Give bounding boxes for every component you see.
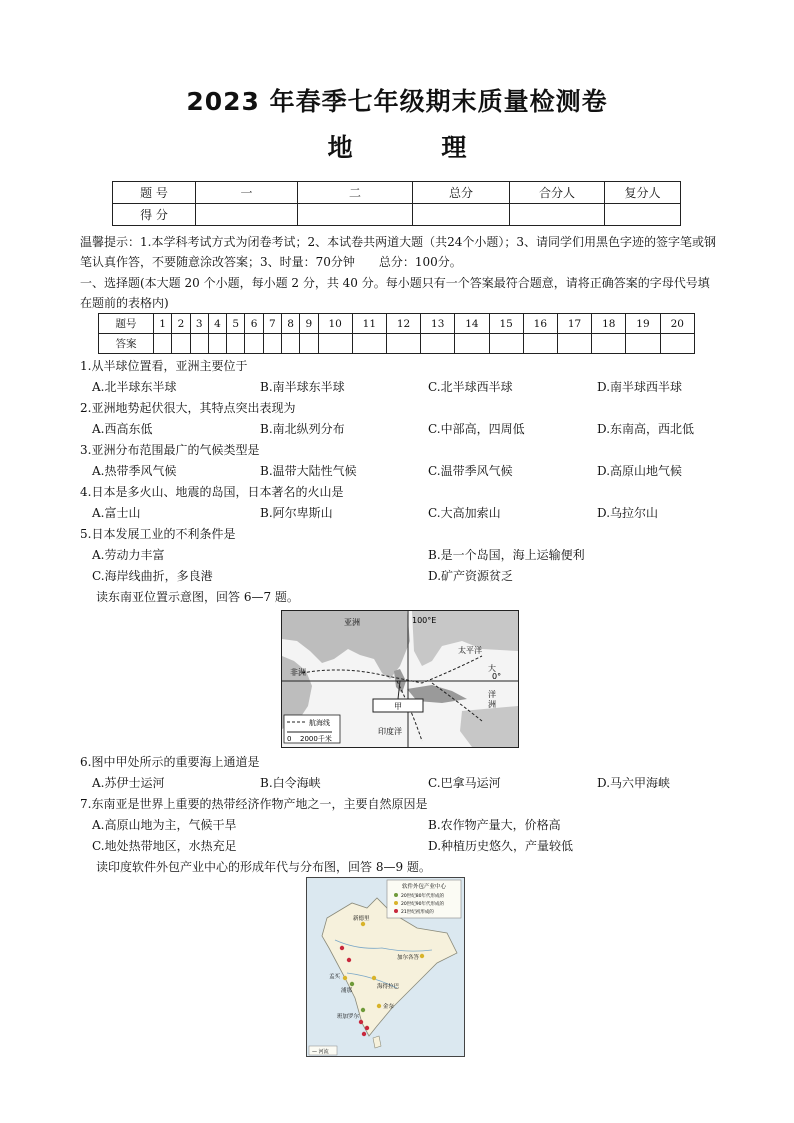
option-a[interactable]: A.西高东低 [92,422,153,436]
india-software-map [306,877,465,1057]
option-d[interactable]: D.乌拉尔山 [597,506,659,520]
option-c[interactable]: C.地处热带地区，水热充足 [92,839,237,853]
option-b[interactable]: B.农作物产量大，价格高 [428,818,561,832]
answer-number-cell: 12 [386,314,420,334]
legend-2000s-label: 21世纪初形成的 [401,910,434,915]
answer-number-cell: 5 [227,314,245,334]
answer-number-cell: 20 [660,314,694,334]
city-bangalore-label: 班加罗尔 [337,1014,360,1020]
answer-input-cell[interactable] [421,334,455,354]
answer-number-cell: 8 [281,314,299,334]
answer-input-cell[interactable] [386,334,420,354]
indian-ocean-label: 印度洋 [378,727,402,736]
score-input[interactable] [605,204,681,226]
option-a[interactable]: A.富士山 [92,506,141,520]
score-input[interactable] [196,204,298,226]
answer-input-cell[interactable] [263,334,281,354]
option-a[interactable]: A.热带季风气候 [92,464,177,478]
asia-label: 亚洲 [344,618,360,627]
score-cell: 一 [196,182,298,204]
city-chennai-dot [377,1004,381,1008]
question-stem: 1.从半球位置看，亚洲主要位于 [80,359,248,373]
answer-number-cell: 14 [455,314,489,334]
longitude-label: 100°E [412,616,437,625]
city-chennai-label: 金奈 [383,1004,395,1010]
legend-dot-1990s [394,901,398,905]
answer-input-cell[interactable] [208,334,226,354]
pacific-label: 太平洋 [458,646,482,655]
answer-number-cell: 17 [557,314,591,334]
oceania-label-zhou: 洲 [488,700,496,709]
score-input[interactable] [413,204,510,226]
option-c[interactable]: C.中部高，四周低 [428,422,525,436]
option-b[interactable]: B.南北纵列分布 [260,422,345,436]
answer-input-cell[interactable] [352,334,386,354]
city-pune-label: 浦那 [341,988,353,994]
city-mumbai-dot [343,976,347,980]
answer-number-cell: 9 [300,314,318,334]
legend-1980s-label: 20世纪80年代形成的 [401,894,444,899]
oceania-label-da: 大 [488,664,496,673]
answer-table [98,313,695,354]
question-stem: 6.图中甲处所示的重要海上通道是 [80,755,260,769]
option-a[interactable]: A.北半球东半球 [92,380,177,394]
map-reading-lead: 读东南亚位置示意图，回答 6—7 题。 [96,590,299,604]
answer-number-cell: 19 [626,314,660,334]
option-c[interactable]: C.大高加索山 [428,506,501,520]
option-d[interactable]: D.东南高，西北低 [597,422,695,436]
australia-landmass [460,706,518,747]
option-a[interactable]: A.高原山地为主，气候干旱 [92,818,237,832]
answer-input-cell[interactable] [190,334,208,354]
legend-dot-1980s [394,893,398,897]
score-header-row [113,182,681,204]
option-b[interactable]: B.白令海峡 [260,776,321,790]
legend-route-label: 航海线 [309,719,330,727]
answer-number-cell: 3 [190,314,208,334]
city-hyderabad-dot [372,976,376,980]
city-bangalore-dot [361,1008,365,1012]
question-stem: 2.亚洲地势起伏很大，其特点突出表现为 [80,401,296,415]
answer-input-cell[interactable] [281,334,299,354]
answer-input-cell[interactable] [489,334,523,354]
answer-input-cell[interactable] [523,334,557,354]
score-table [112,181,681,226]
option-d[interactable]: D.种植历史悠久，产量较低 [428,839,574,853]
score-cell: 题 号 [113,182,196,204]
score-cell: 合分人 [510,182,605,204]
answer-input-cell[interactable] [245,334,263,354]
city-new-delhi-label: 新德里 [353,916,370,922]
oceania-label-yang: 洋 [488,690,496,699]
legend-1990s-label: 20世纪90年代形成的 [401,902,444,907]
legend-dot-2000s [394,909,398,913]
option-d[interactable]: D.南半球西半球 [597,380,683,394]
city-mumbai-label: 孟买 [329,974,341,980]
option-b[interactable]: B.南半球东半球 [260,380,345,394]
score-value-row [113,204,681,226]
answer-number-cell: 2 [172,314,190,334]
option-a[interactable]: A.劳动力丰富 [92,548,165,562]
city-dot [347,958,351,962]
scale-zero: 0 [287,735,292,743]
answer-input-cell[interactable] [154,334,172,354]
question-stem: 7.东南亚是世界上重要的热带经济作物产地之一，主要自然原因是 [80,797,428,811]
answer-number-cell: 7 [263,314,281,334]
answer-input-cell[interactable] [455,334,489,354]
score-input[interactable] [298,204,413,226]
scale-label: — 河流 [312,1049,329,1055]
city-new-delhi-dot [361,922,365,926]
answer-input-cell[interactable] [557,334,591,354]
option-a[interactable]: A.苏伊士运河 [92,776,165,790]
score-label: 得 分 [113,204,196,226]
exam-notice: 温馨提示：1.本学科考试方式为闭卷考试；2、本试卷共两道大题（共24个小题）；3、请同学们用黑色字迹的签字笔或钢笔认真作答，不要随意涂改答案；3、时量：70分钟 总分：100分。 [80,235,716,269]
answer-number-cell: 4 [208,314,226,334]
city-kolkata-label: 加尔各答 [397,955,420,961]
option-c[interactable]: C.北半球西半球 [428,380,513,394]
question-stem: 5.日本发展工业的不利条件是 [80,527,236,541]
city-dot [365,1026,369,1030]
answer-number-cell: 11 [352,314,386,334]
score-cell: 总分 [413,182,510,204]
score-cell: 二 [298,182,413,204]
answer-input-row [99,334,695,354]
scale-km: 2000千米 [300,735,332,743]
answer-number-cell: 6 [245,314,263,334]
option-c[interactable]: C.海岸线曲折，多良港 [92,569,213,583]
answer-input-cell[interactable] [660,334,694,354]
answer-input-cell[interactable] [318,334,352,354]
question-stem: 4.日本是多火山、地震的岛国，日本著名的火山是 [80,485,344,499]
africa-label: 非洲 [290,668,306,677]
answer-row-label: 答案 [99,334,154,354]
answer-input-cell[interactable] [592,334,626,354]
answer-input-cell[interactable] [626,334,660,354]
jia-label: 甲 [394,702,402,711]
answer-input-cell[interactable] [227,334,245,354]
southeast-asia-map-graphic [282,611,518,747]
answer-number-cell: 15 [489,314,523,334]
section-one-heading: 一、选择题(本大题 20 个小题，每小题 2 分，共 40 分。每小题只有一个答案最符合题意，请将正确答案的字母代号填在题前的表格内) [80,276,710,310]
question-stem: 3.亚洲分布范围最广的气候类型是 [80,443,260,457]
answer-number-cell: 10 [318,314,352,334]
option-d[interactable]: D.高原山地气候 [597,464,683,478]
answer-number-row [99,314,695,334]
city-dot [359,1020,363,1024]
answer-number-cell: 13 [421,314,455,334]
score-input[interactable] [510,204,605,226]
option-c[interactable]: C.巴拿马运河 [428,776,501,790]
answer-input-cell[interactable] [300,334,318,354]
answer-number-cell: 18 [592,314,626,334]
map-reading-lead: 读印度软件外包产业中心的形成年代与分布图，回答 8—9 题。 [96,860,431,874]
city-dot [340,946,344,950]
india-software-map-graphic [307,878,464,1056]
option-b[interactable]: B.阿尔卑斯山 [260,506,333,520]
option-b[interactable]: B.温带大陆性气候 [260,464,357,478]
option-d[interactable]: D.矿产资源贫乏 [428,569,514,583]
answer-number-cell: 1 [154,314,172,334]
exam-title: 2023 年春季七年级期末质量检测卷 [186,87,608,116]
score-cell: 复分人 [605,182,681,204]
city-kolkata-dot [420,954,424,958]
option-b[interactable]: B.是一个岛国，海上运输便利 [428,548,585,562]
option-c[interactable]: C.温带季风气候 [428,464,513,478]
equator-zero-label: 0° [492,672,502,681]
southeast-asia-map [281,610,519,748]
exam-subject: 地 理 [327,133,507,162]
answer-row-label: 题号 [99,314,154,334]
city-pune-dot [350,982,354,986]
city-dot [362,1032,366,1036]
city-hyderabad-label: 海得拉巴 [377,984,400,990]
answer-input-cell[interactable] [172,334,190,354]
answer-number-cell: 16 [523,314,557,334]
option-d[interactable]: D.马六甲海峡 [597,776,671,790]
legend-title: 软件外包产业中心 [401,884,447,890]
